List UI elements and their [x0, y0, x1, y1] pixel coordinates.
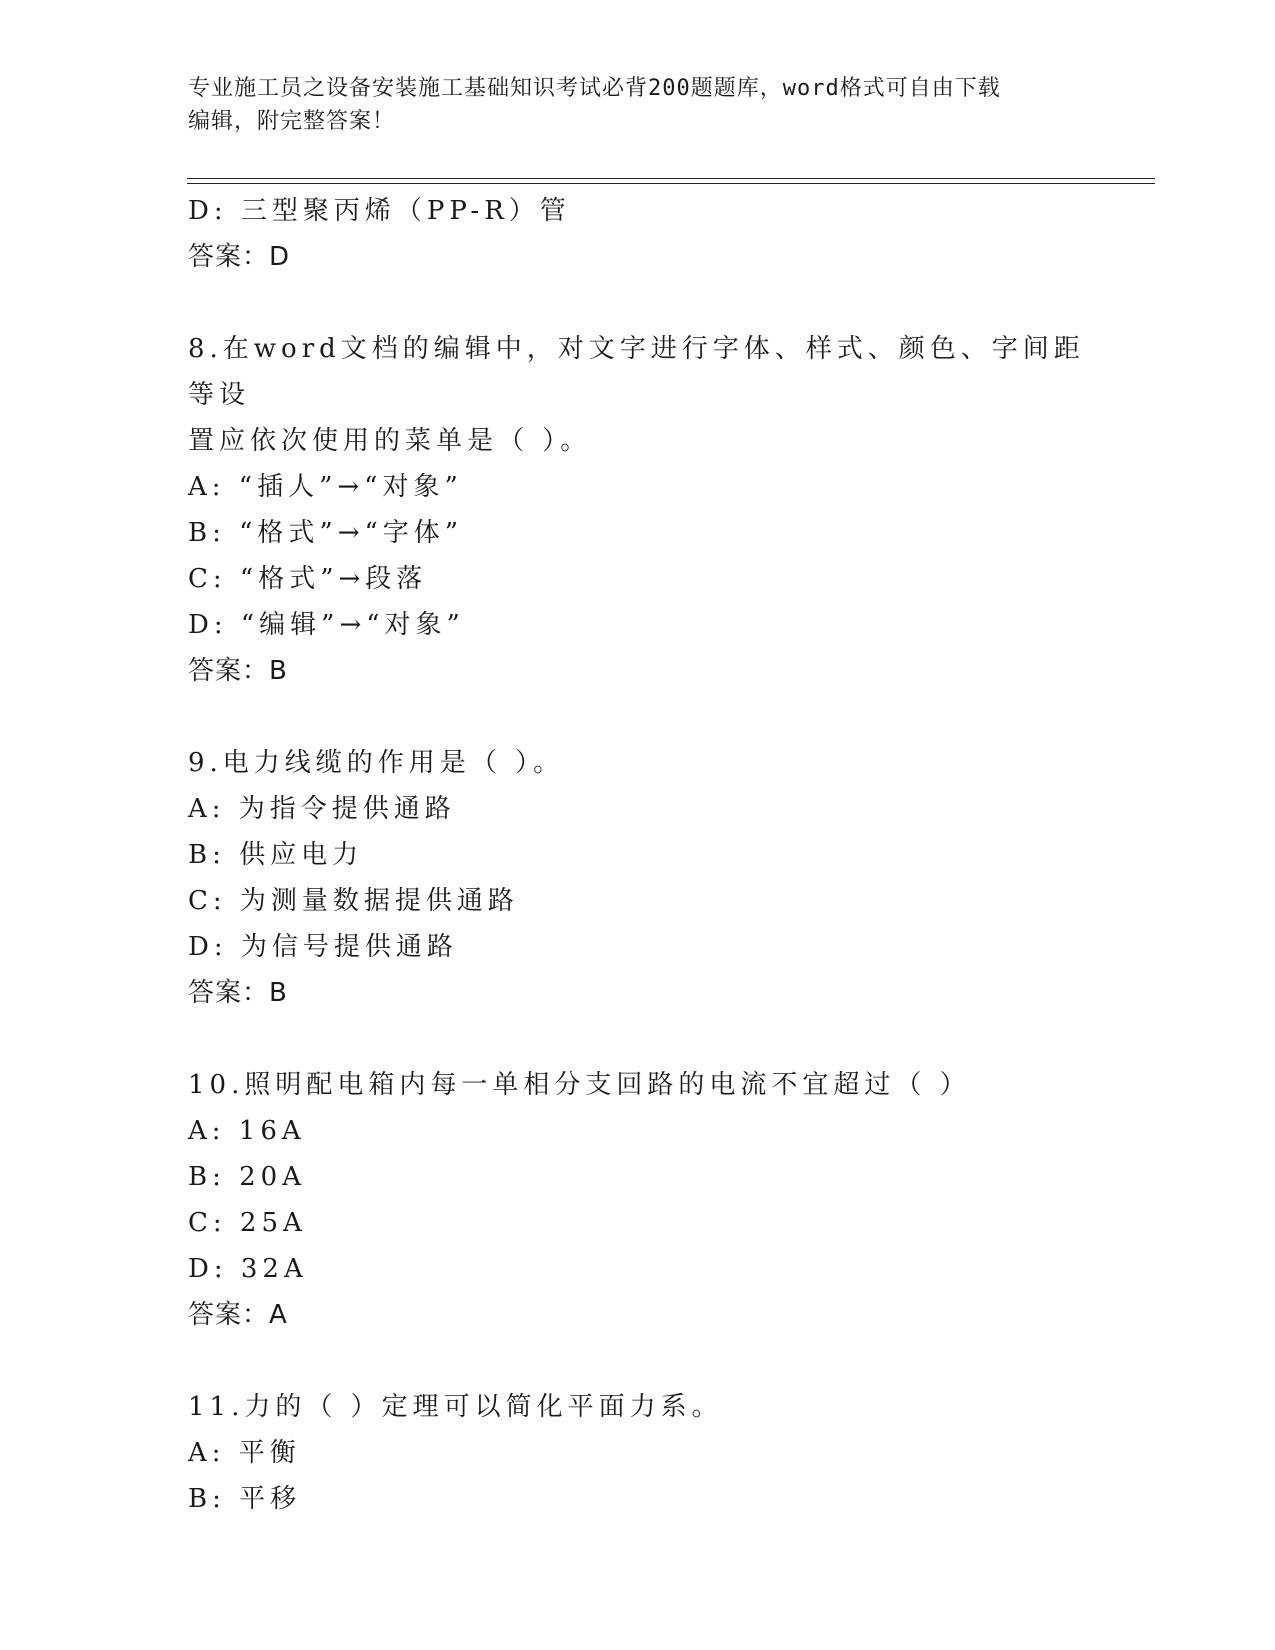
spacer — [188, 1016, 1088, 1062]
question-10 — [188, 1062, 1088, 1338]
question-stem-line-1: 10.照明配电箱内每一单相分支回路的电流不宜超过（ ） — [188, 1070, 971, 1100]
option-a: A: “插人”→“对象” — [188, 472, 463, 502]
option-b: B: 供应电力 — [188, 840, 364, 870]
answer-line: 答案：D — [188, 242, 291, 272]
question-11 — [188, 1384, 1088, 1522]
option-a: A: 平衡 — [188, 1438, 301, 1468]
question-7-tail — [188, 188, 1088, 280]
question-stem-line-1: 8.在word文档的编辑中，对文字进行字体、样式、颜色、字间距等设 — [188, 334, 1085, 410]
header-title-line-2: 编辑，附完整答案！ — [188, 109, 396, 134]
question-list — [188, 188, 1088, 1522]
question-9 — [188, 740, 1088, 1016]
option-b: B: 平移 — [188, 1484, 302, 1514]
header-title-line-1: 专业施工员之设备安装施工基础知识考试必背200题题库，word格式可自由下载 — [188, 76, 1001, 101]
answer-line: 答案：A — [188, 1300, 288, 1330]
option-d: D: 三型聚丙烯（PP-R）管 — [188, 196, 571, 226]
question-stem-line-2: 置应依次使用的菜单是（ ）。 — [188, 426, 592, 456]
spacer — [188, 694, 1088, 740]
question-stem-line-1: 9.电力线缆的作用是（ ）。 — [188, 748, 565, 778]
option-a: A: 16A — [188, 1116, 306, 1146]
question-8 — [188, 326, 1088, 694]
option-d: D: 32A — [188, 1254, 308, 1284]
option-d: D: 为信号提供通路 — [188, 932, 458, 962]
answer-line: 答案：B — [188, 656, 288, 686]
option-d: D: “编辑”→“对象” — [188, 610, 465, 640]
option-a: A: 为指令提供通路 — [188, 794, 456, 824]
option-c: C: 为测量数据提供通路 — [188, 886, 519, 916]
option-b: B: 20A — [188, 1162, 306, 1192]
option-c: C: 25A — [188, 1208, 307, 1238]
question-stem-line-1: 11.力的（ ）定理可以简化平面力系。 — [188, 1392, 723, 1422]
spacer — [188, 1338, 1088, 1384]
option-c: C: “格式”→段落 — [188, 564, 428, 594]
header-divider-top — [187, 178, 1155, 179]
answer-line: 答案：B — [188, 978, 288, 1008]
document-header — [188, 72, 1068, 138]
header-divider-bottom — [187, 183, 1155, 184]
option-b: B: “格式”→“字体” — [188, 518, 464, 548]
spacer — [188, 280, 1088, 326]
